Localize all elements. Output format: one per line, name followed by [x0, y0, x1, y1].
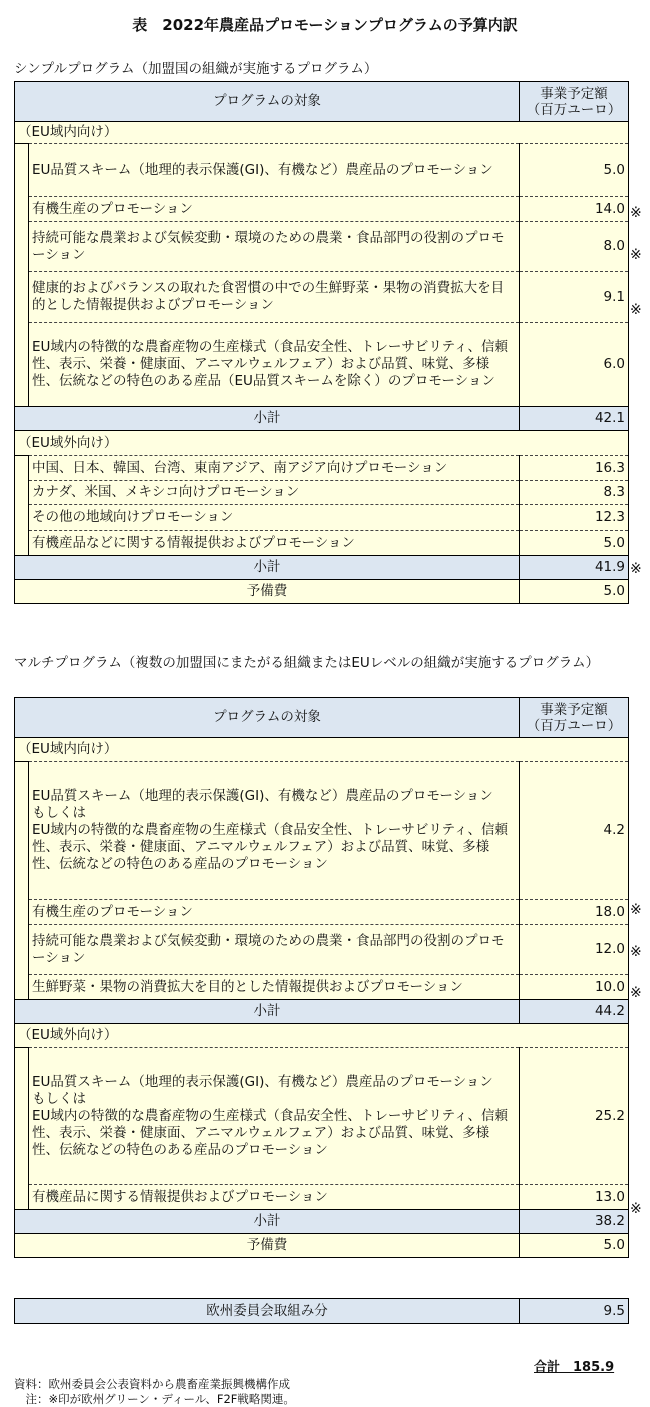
- item-value: 8.3: [520, 481, 629, 505]
- eu-inner-label: （EU域内向け）: [15, 738, 629, 762]
- item-value: 5.0: [520, 531, 629, 556]
- item-value: 18.0: [520, 900, 629, 925]
- green-deal-mark: ※: [630, 205, 642, 221]
- subtotal-label: 小計: [15, 1000, 520, 1024]
- item-value: 9.1: [520, 272, 629, 323]
- item-text: カナダ、米国、メキシコ向けプロモーション: [29, 481, 520, 505]
- green-deal-mark: ※: [630, 302, 642, 318]
- item-value: 16.3: [520, 456, 629, 481]
- multi-program-caption: マルチプログラム（複数の加盟国にまたがる組織またはEUレベルの組織が実施するプログラム）: [14, 655, 600, 671]
- item-text: 有機産品などに関する情報提供およびプロモーション: [29, 531, 520, 556]
- subtotal-value: 42.1: [520, 407, 629, 431]
- item-value: 8.0: [520, 222, 629, 272]
- subtotal-label: 小計: [15, 556, 520, 580]
- item-value: 12.0: [520, 925, 629, 975]
- commission-value: 9.5: [520, 1299, 629, 1324]
- subtotal-value: 38.2: [520, 1210, 629, 1234]
- reserve-value: 5.0: [520, 580, 629, 604]
- reserve-value: 5.0: [520, 1234, 629, 1258]
- item-text: EU品質スキーム（地理的表示保護(GI)、有機など）農産品のプロモーション もしくは EU域内の特徴的な農畜産物の生産様式（食品安全性、トレーサビリティ、信頼性、表示、栄養・健康面、アニマルウェルフェア）および品質、味覚、多様性、伝統などの特色のある産品のプロモーション: [29, 762, 520, 900]
- item-text: 有機生産のプロモーション: [29, 197, 520, 222]
- item-value: 25.2: [520, 1048, 629, 1185]
- item-text: EU域内の特徴的な農畜産物の生産様式（食品安全性、トレーサビリティ、信頼性、表示、栄養・健康面、アニマルウェルフェア）および品質、味覚、多様性、伝統などの特色のある産品（EU品質スキームを除く）のプロモーション: [29, 323, 520, 407]
- reserve-label: 予備費: [15, 580, 520, 604]
- simple-program-table: [14, 81, 629, 604]
- eu-outer-label: （EU域外向け）: [15, 1024, 629, 1048]
- green-deal-mark: ※: [630, 1201, 642, 1217]
- subtotal-label: 小計: [15, 1210, 520, 1234]
- item-value: 13.0: [520, 1185, 629, 1210]
- item-text: 持続可能な農業および気候変動・環境のための農業・食品部門の役割のプロモーション: [29, 222, 520, 272]
- item-text: 健康的およびバランスの取れた食習慣の中での生鮮野菜・果物の消費拡大を目的とした情報提供およびプロモーション: [29, 272, 520, 323]
- green-deal-mark: ※: [630, 985, 642, 1001]
- header-target: プログラムの対象: [15, 82, 520, 122]
- subtotal-value: 41.9: [520, 556, 629, 580]
- item-text: 有機産品に関する情報提供およびプロモーション: [29, 1185, 520, 1210]
- item-value: 10.0: [520, 975, 629, 1000]
- item-value: 12.3: [520, 505, 629, 531]
- page-title: 表 2022年農産品プロモーションプログラムの予算内訳: [132, 16, 518, 34]
- commission-table: [14, 1298, 629, 1324]
- item-text: EU品質スキーム（地理的表示保護(GI)、有機など）農産品のプロモーション もしくは EU域内の特徴的な農畜産物の生産様式（食品安全性、トレーサビリティ、信頼性、表示、栄養・健康面、アニマルウェルフェア）および品質、味覚、多様性、伝統などの特色のある産品のプロモーション: [29, 1048, 520, 1185]
- simple-program-caption: シンプルプログラム（加盟国の組織が実施するプログラム）: [14, 61, 378, 77]
- commission-label: 欧州委員会取組み分: [15, 1299, 520, 1324]
- subtotal-value: 44.2: [520, 1000, 629, 1024]
- multi-program-table: [14, 697, 629, 1258]
- item-text: 持続可能な農業および気候変動・環境のための農業・食品部門の役割のプロモーション: [29, 925, 520, 975]
- green-deal-mark: ※: [630, 247, 642, 263]
- grand-total: 合計 185.9: [534, 1360, 615, 1375]
- header-budget: 事業予定額 （百万ユーロ）: [520, 698, 629, 738]
- eu-inner-label: （EU域内向け）: [15, 122, 629, 144]
- subtotal-label: 小計: [15, 407, 520, 431]
- green-deal-mark: ※: [630, 944, 642, 960]
- item-text: その他の地域向けプロモーション: [29, 505, 520, 531]
- item-value: 6.0: [520, 323, 629, 407]
- item-value: 4.2: [520, 762, 629, 900]
- item-text: 生鮮野菜・果物の消費拡大を目的とした情報提供およびプロモーション: [29, 975, 520, 1000]
- item-value: 5.0: [520, 144, 629, 197]
- green-deal-mark: ※: [630, 902, 642, 918]
- item-text: 中国、日本、韓国、台湾、東南アジア、南アジア向けプロモーション: [29, 456, 520, 481]
- header-budget: 事業予定額 （百万ユーロ）: [520, 82, 629, 122]
- eu-outer-label: （EU域外向け）: [15, 431, 629, 456]
- green-deal-mark: ※: [630, 561, 642, 577]
- item-value: 14.0: [520, 197, 629, 222]
- header-target: プログラムの対象: [15, 698, 520, 738]
- reserve-label: 予備費: [15, 1234, 520, 1258]
- footnote: 注：※印が欧州グリーン・ディール、F2F戦略関連。: [14, 1392, 295, 1406]
- item-text: 有機生産のプロモーション: [29, 900, 520, 925]
- source-note: 資料：欧州委員会公表資料から農畜産業振興機構作成: [14, 1377, 290, 1391]
- item-text: EU品質スキーム（地理的表示保護(GI)、有機など）農産品のプロモーション: [29, 144, 520, 197]
